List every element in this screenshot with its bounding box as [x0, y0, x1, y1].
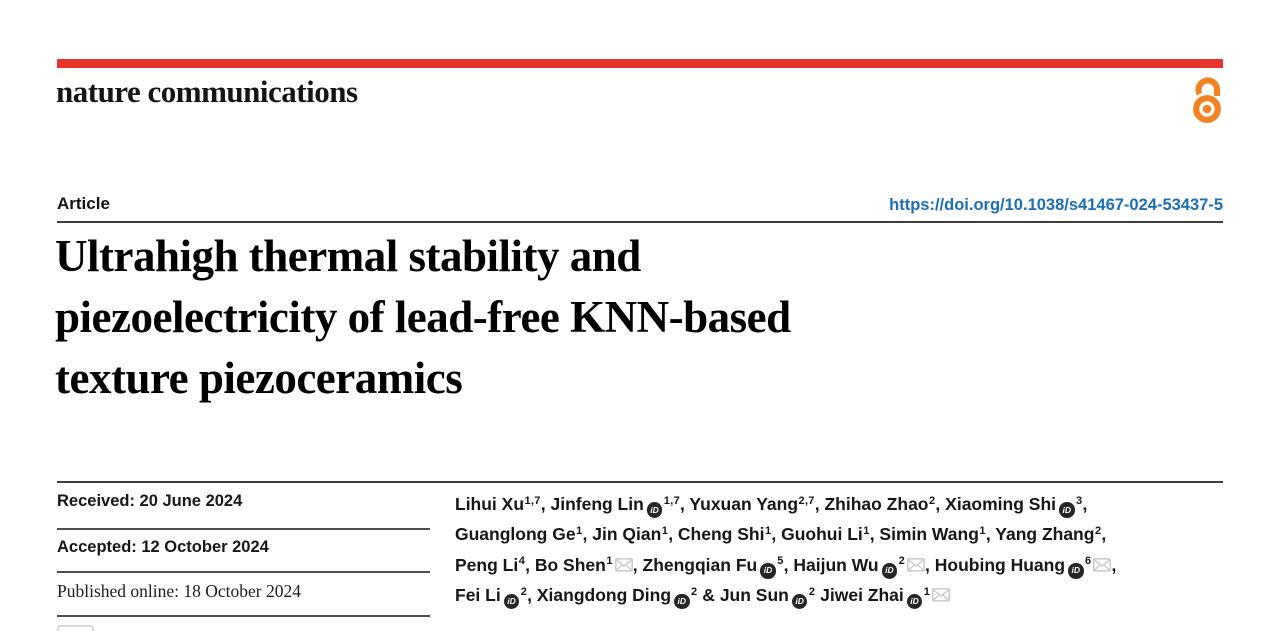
author-separator: ,: [771, 524, 782, 545]
published-date: Published online: 18 October 2024: [57, 581, 302, 601]
author-name: Bo Shen: [534, 554, 606, 575]
accepted-date: Accepted: 12 October 2024: [57, 538, 269, 556]
author-name: Lihui Xu: [455, 494, 525, 514]
journal-logo: nature communications: [56, 74, 358, 109]
title-line: Ultrahigh thermal stability and: [55, 231, 641, 281]
open-access-icon: [1191, 73, 1223, 125]
author-affiliation-superscript: 6: [1085, 555, 1092, 568]
envelope-icon[interactable]: [907, 558, 925, 572]
author-name: Jiwei Zhai: [820, 585, 904, 606]
author-separator: ,: [869, 524, 880, 545]
author-affiliation-superscript: 1,7: [524, 494, 541, 507]
orcid-id-icon[interactable]: iD: [1068, 563, 1084, 579]
author-separator: ,: [783, 554, 794, 575]
author: [720, 585, 820, 605]
author-separator: ,: [680, 494, 690, 514]
author-affiliation-superscript: 2: [898, 555, 906, 568]
author-separator: &: [697, 585, 720, 606]
author-separator: ,: [632, 554, 643, 575]
author-affiliation-superscript: 5: [777, 555, 784, 568]
author-name: Haijun Wu: [793, 554, 879, 575]
author-affiliation-superscript: 1: [606, 555, 613, 568]
history-divider: [57, 615, 430, 617]
author-separator: ,: [985, 524, 996, 545]
author-affiliation-superscript: 1: [764, 524, 772, 537]
author: [535, 555, 643, 575]
orcid-id-icon[interactable]: iD: [792, 594, 808, 610]
author-name: Jin Qian: [592, 524, 662, 545]
author-name: Simin Wang: [879, 524, 979, 545]
author-separator: ,: [814, 494, 825, 514]
author-name: Yuxuan Yang: [689, 494, 799, 514]
author-affiliation-superscript: 1: [979, 524, 986, 537]
author-line: [455, 521, 1235, 551]
author-separator: ,: [525, 554, 535, 575]
author-name: Cheng Shi: [677, 524, 765, 545]
article-type-label: Article: [57, 194, 110, 213]
author-name: Peng Li: [455, 554, 519, 575]
title-line: piezoelectricity of lead-free KNN-based: [55, 292, 791, 342]
author-name: Xiaoming Shi: [945, 494, 1057, 514]
author-name: Xiangdong Ding: [536, 585, 672, 606]
envelope-icon[interactable]: [1093, 558, 1111, 572]
author-affiliation-superscript: 1: [863, 524, 870, 537]
author: [592, 524, 678, 544]
author-separator: ,: [935, 494, 946, 514]
orcid-id-icon[interactable]: iD: [907, 594, 923, 610]
history-top-divider: [57, 481, 1223, 483]
author-affiliation-superscript: 1: [576, 524, 583, 537]
author-affiliation-superscript: 4: [518, 555, 526, 568]
author: [781, 524, 879, 544]
author-affiliation-superscript: 3: [1076, 494, 1083, 507]
author-line: [455, 552, 1235, 582]
orcid-id-icon[interactable]: iD: [674, 594, 690, 610]
author-name: Zhihao Zhao: [824, 494, 929, 514]
author: [550, 494, 689, 514]
author-name: Yang Zhang: [995, 524, 1095, 545]
check-for-updates-badge[interactable]: [57, 625, 94, 631]
orcid-id-icon[interactable]: iD: [760, 563, 776, 579]
orcid-id-icon[interactable]: iD: [882, 563, 898, 579]
author: [455, 524, 592, 544]
author-name: Guohui Li: [781, 524, 863, 545]
author-affiliation-superscript: 1: [923, 585, 931, 598]
author-separator: ,: [925, 554, 935, 575]
author-separator: ,: [1082, 494, 1088, 514]
article-title: [55, 226, 1175, 409]
received-date: Received: 20 June 2024: [57, 492, 243, 510]
open-lock-icon: [1191, 73, 1223, 125]
author-affiliation-superscript: 2,7: [798, 494, 815, 507]
header-divider: [57, 221, 1223, 223]
orcid-id-icon[interactable]: iD: [504, 594, 520, 610]
author-separator: ,: [1101, 524, 1107, 545]
author-separator: ,: [1111, 554, 1117, 575]
envelope-icon[interactable]: [932, 588, 950, 602]
author: [643, 555, 794, 575]
author-list: [455, 491, 1235, 613]
author-name: Guanglong Ge: [455, 524, 576, 545]
author: [678, 524, 781, 544]
author: [455, 585, 537, 605]
author: [793, 555, 934, 575]
author-name: Jun Sun: [719, 585, 789, 606]
author-affiliation-superscript: 1,7: [663, 494, 680, 507]
title-line: texture piezoceramics: [55, 353, 463, 403]
author-name: Zhengqian Fu: [642, 554, 758, 575]
author-line: [455, 491, 1235, 521]
author: [935, 555, 1117, 575]
author-name: Fei Li: [455, 585, 501, 606]
author: [820, 585, 950, 605]
author-affiliation-superscript: 2: [691, 585, 698, 598]
author: [689, 494, 824, 514]
author-affiliation-superscript: 2: [520, 585, 528, 598]
author-affiliation-superscript: 2: [1094, 524, 1102, 537]
orcid-id-icon[interactable]: iD: [1059, 502, 1075, 518]
author: [455, 494, 550, 514]
author: [824, 494, 945, 514]
author-name: Houbing Huang: [934, 554, 1066, 575]
doi-link[interactable]: https://doi.org/10.1038/s41467-024-53437-5: [889, 196, 1223, 214]
author-affiliation-superscript: 1: [661, 524, 669, 537]
author-name: Jinfeng Lin: [550, 494, 644, 514]
brand-rule: [57, 59, 1223, 68]
author-affiliation-superscript: 2: [929, 494, 936, 507]
envelope-icon[interactable]: [615, 558, 633, 572]
author-affiliation-superscript: 2: [808, 585, 816, 598]
author-line: [455, 582, 1235, 612]
history-divider: [57, 528, 430, 530]
author: [537, 585, 720, 605]
author-separator: ,: [668, 524, 678, 545]
author-separator: ,: [582, 524, 593, 545]
author: [945, 494, 1087, 514]
author-separator: ,: [527, 585, 537, 606]
author: [995, 524, 1106, 544]
history-divider: [57, 571, 430, 573]
orcid-id-icon[interactable]: iD: [647, 502, 663, 518]
author-separator: ,: [540, 494, 551, 514]
author: [879, 524, 995, 544]
author: [455, 555, 535, 575]
